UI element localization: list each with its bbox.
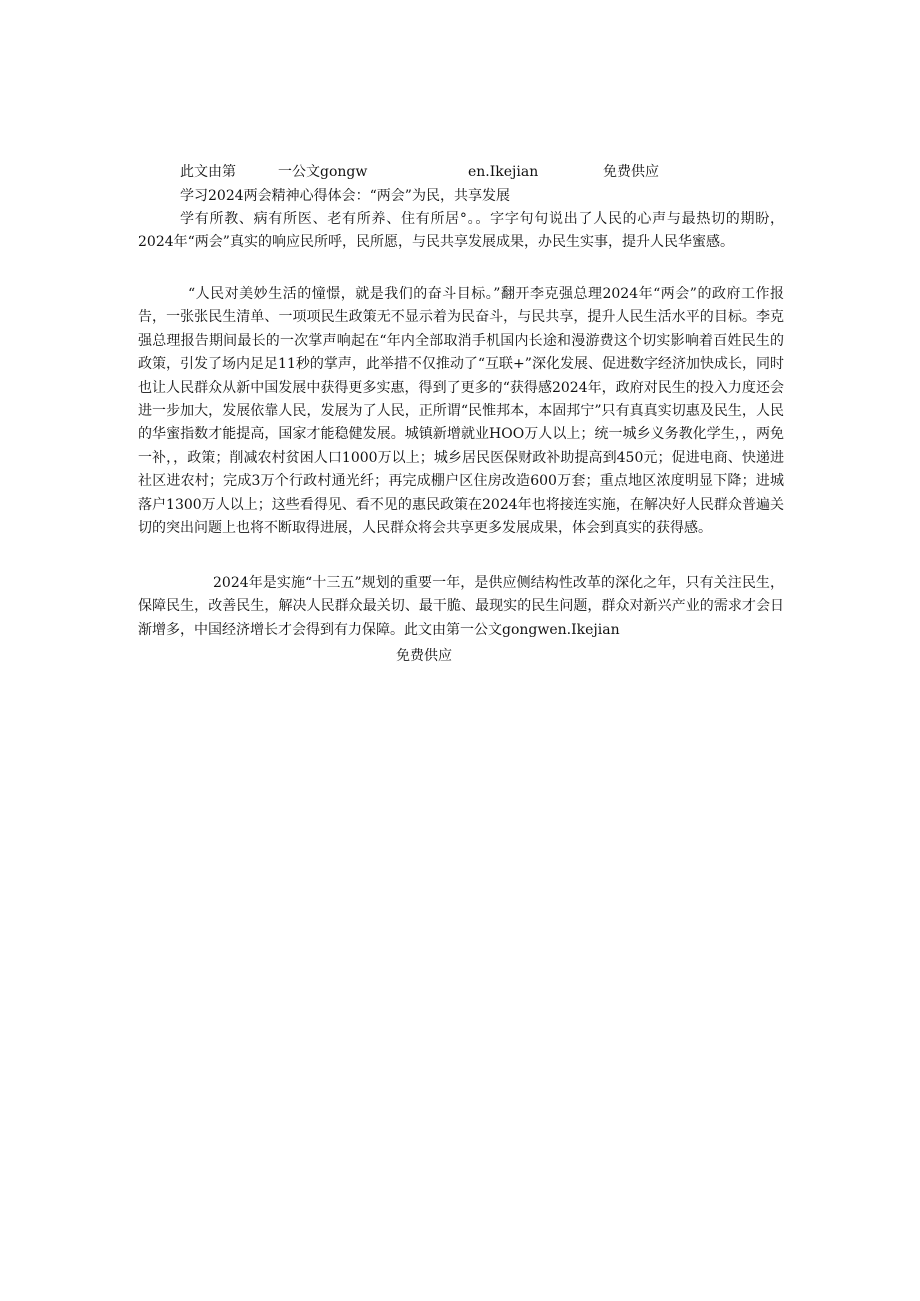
paragraph-3: 2024年是实施“十三五”规划的重要一年，是供应侧结构性改革的深化之年，只有关注民生，保障民生，改善民生，解决人民群众最关切、最干脆、最现实的民生问题，群众对新兴产业的需求才会日渐增多，中国经济增长才会得到有力保障。此文由第一公文gongwen.Ikejian [138,575,784,638]
source-header-part-4: 免费供应 [603,164,659,180]
source-header [0,161,920,183]
source-header-part-2: 一公文gongw [278,164,368,180]
document-title: 学习2024两会精神心得体会：“两会”为民，共享发展 [180,188,510,204]
paragraph-2: “人民对美妙生活的憧憬，就是我们的奋斗目标。”翻开李克强总理2024年“两会”的政府工作报告，一张张民生清单、一项项民生政策无不显示着为民奋斗，与民共享，提升人民生活水平的目标。李克强总理报告期间最长的一次掌声响起在“年内全部取消手机国内长途和漫游费这个切实影响着百姓民生的政策，引发了场内足足11秒的掌声，此举措不仅推动了“互联+”深化发展、促进数字经济加快成长，同时也让人民群众从新中国发展中获得更多实惠，得到了更多的“获得感2024年，政府对民生的投入力度还会进一步加大，发展依靠人民，发展为了人民，正所谓“民惟邦本，本固邦宁”只有真真实切惠及民生，人民的华蜜指数才能提高，国家才能稳健发展。城镇新增就业HOO万人以上；统一城乡义务教化学生，，两免一补，，政策；削减农村贫困人口1000万以上；城乡居民医保财政补助提高到450元；促进电商、快递进社区进农村；完成3万个行政村通光纤；再完成棚户区住房改造600万套；重点地区浓度明显下降；进城落户1300万人以上；这些看得见、看不见的惠民政策在2024年也将接连实施，在解决好人民群众普遍关切的突出问题上也将不断取得进展，人民群众将会共享更多发展成果，体会到真实的获得感。 [138,286,784,537]
source-footer: 免费供应 [396,648,452,664]
source-header-part-3: en.Ikejian [468,164,539,180]
source-header-part-1: 此文由第 [180,164,236,180]
paragraph-1: 学有所教、病有所医、老有所养、住有所居°。。字字句句说出了人民的心声与最热切的期盼，2024年“两会”真实的响应民所呼，民所愿，与民共享发展成果，办民生实事，提升人民华蜜感。 [138,211,784,251]
